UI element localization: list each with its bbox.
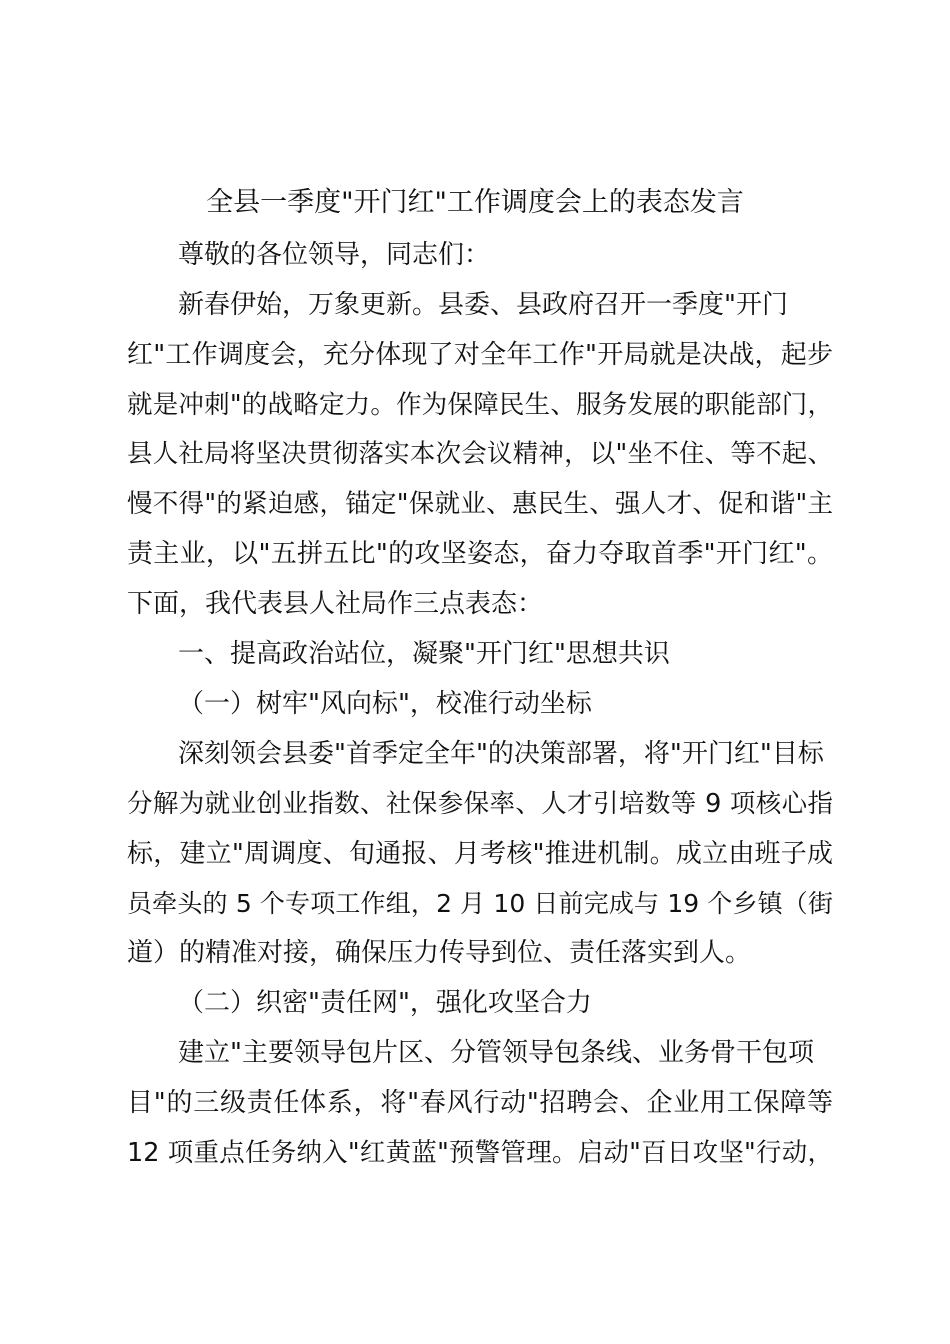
- paragraph-line: 12 项重点任务纳入"红黄蓝"预警管理。启动"百日攻坚"行动，: [127, 1138, 833, 1168]
- paragraph-line: 标，建立"周调度、旬通报、月考核"推进机制。成立由班子成: [127, 839, 833, 869]
- section-heading: 一、提高政治站位，凝聚"开门红"思想共识: [178, 639, 670, 669]
- paragraph-line: 就是冲刺"的战略定力。作为保障民生、服务发展的职能部门，: [127, 390, 833, 420]
- paragraph-line: 新春伊始，万象更新。县委、县政府召开一季度"开门: [178, 290, 788, 320]
- paragraph-line: 道）的精准对接，确保压力传导到位、责任落实到人。: [127, 938, 752, 968]
- paragraph-line: 下面，我代表县人社局作三点表态：: [127, 589, 544, 619]
- document-title: 全县一季度"开门红"工作调度会上的表态发言: [206, 187, 744, 218]
- paragraph-line: 分解为就业创业指数、社保参保率、人才引培数等 9 项核心指: [127, 789, 833, 819]
- salutation: 尊敬的各位领导，同志们：: [178, 240, 491, 270]
- paragraph-line: 红"工作调度会，充分体现了对全年工作"开局就是决战，起步: [127, 340, 833, 370]
- subsection-heading: （一）树牢"风向标"，校准行动坐标: [178, 689, 592, 719]
- paragraph-line: 员牵头的 5 个专项工作组，2 月 10 日前完成与 19 个乡镇（街: [127, 889, 833, 918]
- paragraph-line: 慢不得"的紧迫感，锚定"保就业、惠民生、强人才、促和谐"主: [127, 489, 833, 519]
- paragraph-line: 责主业，以"五拼五比"的攻坚姿态，奋力夺取首季"开门红"。: [127, 539, 833, 569]
- paragraph-line: 建立"主要领导包片区、分管领导包条线、业务骨干包项: [178, 1038, 814, 1068]
- paragraph-line: 目"的三级责任体系，将"春风行动"招聘会、企业用工保障等: [127, 1088, 833, 1118]
- paragraph-line: 县人社局将坚决贯彻落实本次会议精神，以"坐不住、等不起、: [127, 439, 833, 469]
- subsection-heading: （二）织密"责任网"，强化攻坚合力: [178, 988, 592, 1018]
- paragraph-line: 深刻领会县委"首季定全年"的决策部署，将"开门红"目标: [178, 739, 824, 769]
